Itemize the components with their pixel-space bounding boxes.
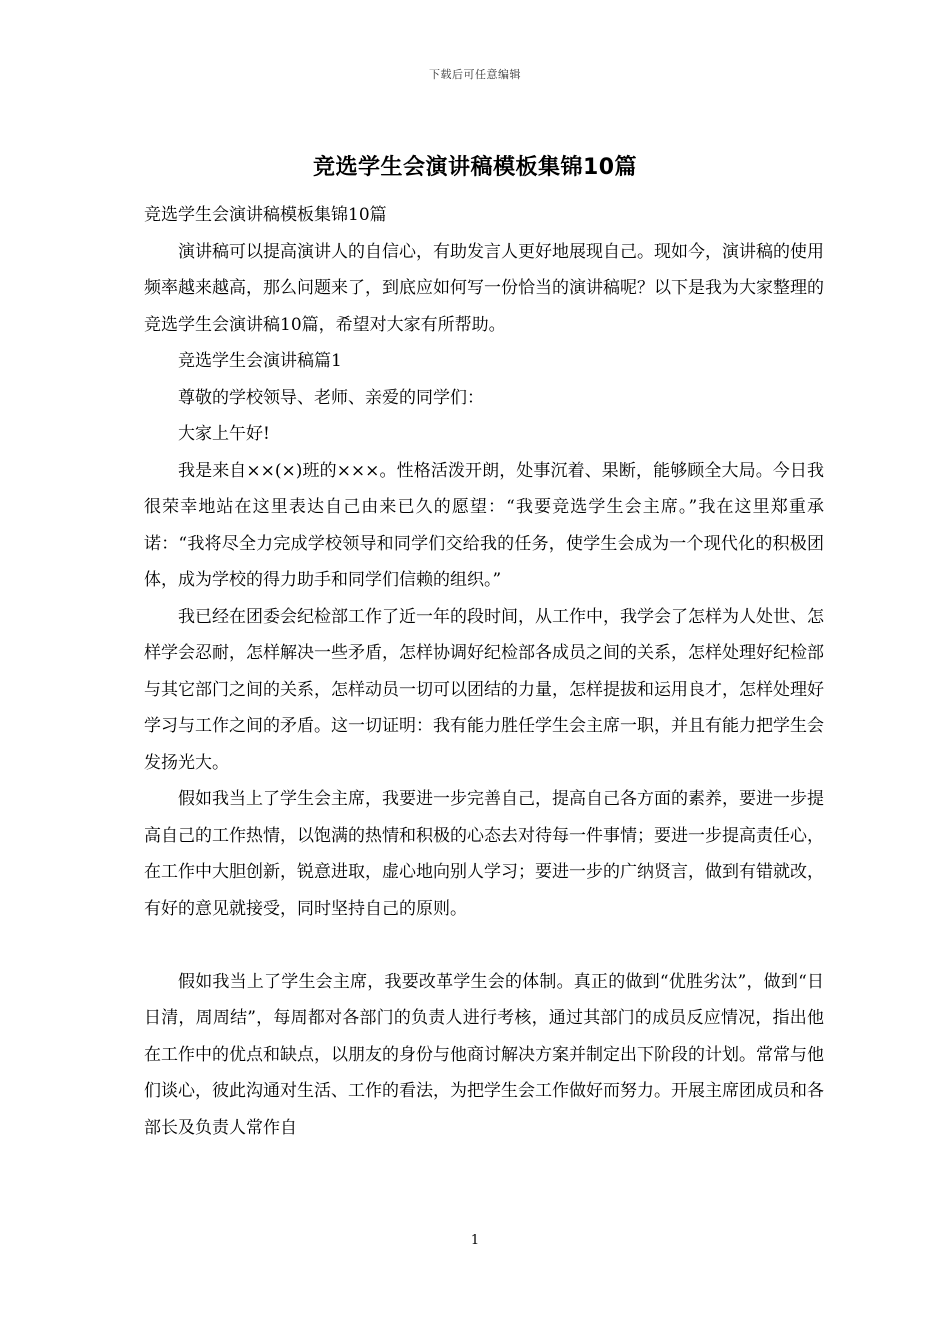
salutation: 尊敬的学校领导、老师、亲爱的同学们： — [178, 387, 484, 408]
body-paragraph: 假如我当上了学生会主席，我要改革学生会的体制。真正的做到“优胜劣汰”，做到“日日清，周周结”，每周都对各部门的负责人进行考核，通过其部门的成员反应情况，指出他在工作中的优点和缺点，以朋友的身份与他商讨解决方案并制定出下阶段的计划。常常与他们谈心，彼此沟通对生活、工作的看法，为把学生会工作做好而努力。开展主席团成员和各部长及负责人常作自 — [144, 971, 824, 1138]
document-title: 竞选学生会演讲稿模板集锦10篇 — [312, 155, 638, 180]
page-number: 1 — [470, 1233, 480, 1248]
section-heading: 竞选学生会演讲稿篇1 — [178, 351, 342, 371]
body-paragraph: 我已经在团委会纪检部工作了近一年的段时间，从工作中，我学会了怎样为人处世、怎样学会忍耐，怎样解决一些矛盾，怎样协调好纪检部各成员之间的关系，怎样处理好纪检部与其它部门之间的关系，怎样动员一切可以团结的力量，怎样提拔和运用良才，怎样处理好学习与工作之间的矛盾。这一切证明：我有能力胜任学生会主席一职，并且有能力把学生会发扬光大。 — [144, 606, 824, 773]
body-paragraph-subtitle: 竞选学生会演讲稿模板集锦10篇 — [144, 205, 387, 225]
greeting: 大家上午好! — [178, 424, 270, 444]
page-header-note: 下载后可任意编辑 — [429, 68, 521, 81]
body-paragraph-intro: 演讲稿可以提高演讲人的自信心，有助发言人更好地展现自己。现如今，演讲稿的使用频率越来越高，那么问题来了，到底应如何写一份恰当的演讲稿呢？以下是我为大家整理的竞选学生会演讲稿10篇，希望对大家有所帮助。 — [144, 241, 824, 335]
body-paragraph: 我是来自××(×)班的×××。性格活泼开朗，处事沉着、果断，能够顾全大局。今日我很荣幸地站在这里表达自己由来已久的愿望：“我要竞选学生会主席。”我在这里郑重承诺：“我将尽全力完成学校领导和同学们交给我的任务，使学生会成为一个现代化的积极团体，成为学校的得力助手和同学们信赖的组织。” — [144, 460, 824, 590]
document-body — [144, 197, 824, 1146]
body-paragraph: 假如我当上了学生会主席，我要进一步完善自己，提高自己各方面的素养，要进一步提高自己的工作热情，以饱满的热情和积极的心态去对待每一件事情；要进一步提高责任心，在工作中大胆创新，锐意进取，虚心地向别人学习；要进一步的广纳贤言，做到有错就改，有好的意见就接受，同时坚持自己的原则。 — [144, 789, 824, 919]
